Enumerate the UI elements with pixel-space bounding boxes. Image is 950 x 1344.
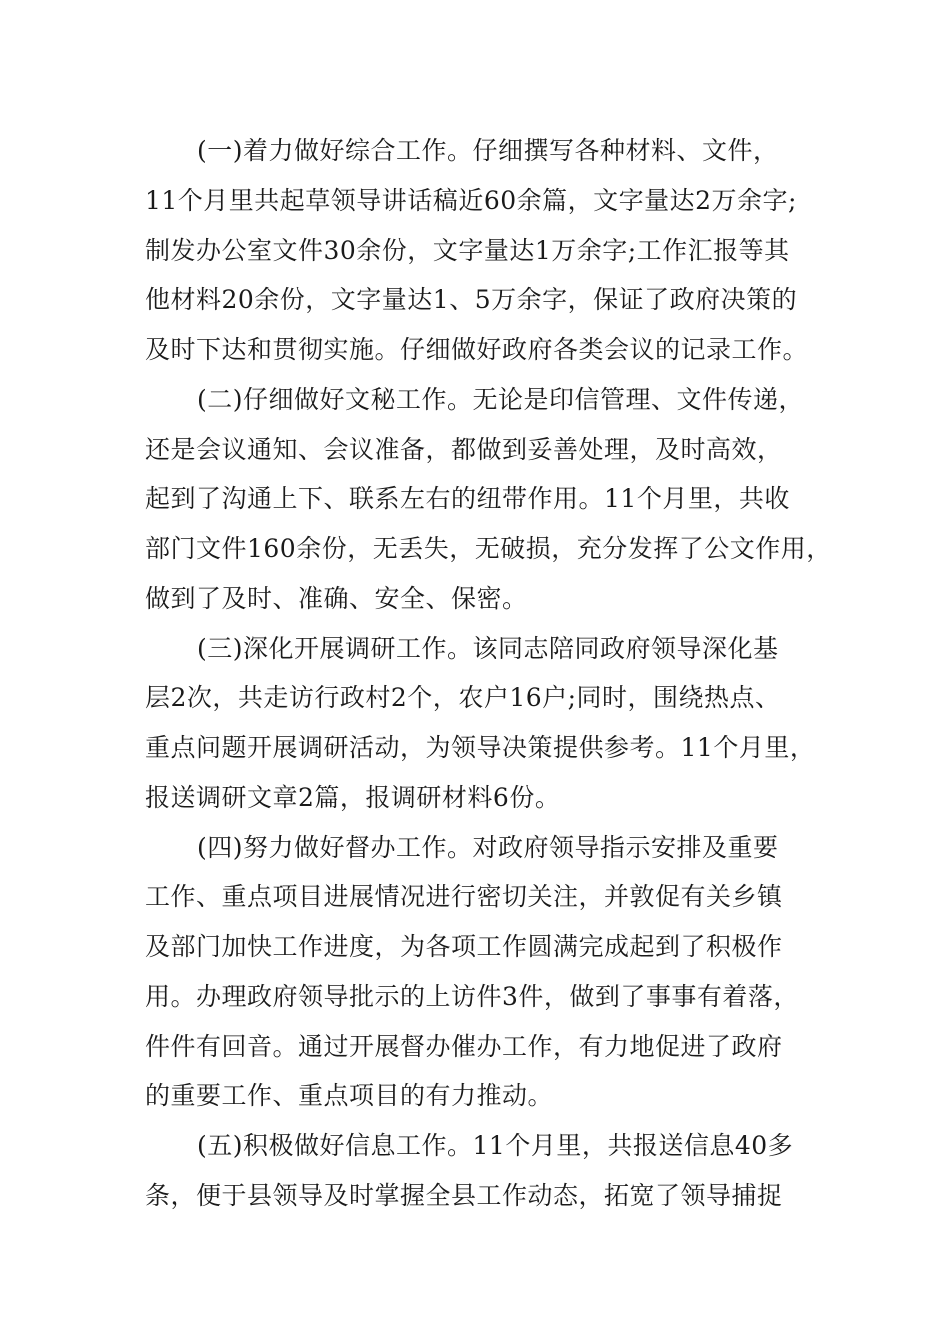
text-line: 件件有回音。通过开展督办催办工作，有力地促进了政府 xyxy=(145,1031,783,1061)
paragraph-4 xyxy=(145,823,813,1122)
text-line: (四)努力做好督办工作。对政府领导指示安排及重要 xyxy=(197,832,779,862)
paragraph-5 xyxy=(145,1121,813,1221)
text-line: 他材料20余份，文字量达1、5万余字，保证了政府决策的 xyxy=(145,285,798,315)
text-line: 条，便于县领导及时掌握全县工作动态，拓宽了领导捕捉 xyxy=(145,1180,783,1210)
text-line: 制发办公室文件30余份，文字量达1万余字;工作汇报等其 xyxy=(145,235,790,265)
text-line: 做到了及时、准确、安全、保密。 xyxy=(145,583,528,613)
text-line: 层2次，共走访行政村2个，农户16户;同时，围绕热点、 xyxy=(145,683,781,713)
text-line: 报送调研文章2篇，报调研材料6份。 xyxy=(145,782,561,812)
text-line: (二)仔细做好文秘工作。无论是印信管理、文件传递， xyxy=(197,384,805,414)
text-line: 部门文件160余份，无丢失，无破损，充分发挥了公文作用， xyxy=(145,534,832,563)
text-line: 及部门加快工作进度，为各项工作圆满完成起到了积极作 xyxy=(145,932,783,961)
paragraph-2 xyxy=(145,375,832,624)
text-line: 11个月里共起草领导讲话稿近60余篇，文字量达2万余字; xyxy=(145,185,797,215)
text-line: (一)着力做好综合工作。仔细撰写各种材料、文件， xyxy=(197,136,779,165)
text-line: 重点问题开展调研活动，为领导决策提供参考。11个月里， xyxy=(145,733,816,762)
document-body xyxy=(145,126,832,1221)
text-line: 用。办理政府领导批示的上访件3件，做到了事事有着落， xyxy=(145,981,799,1011)
text-line: 及时下达和贯彻实施。仔细做好政府各类会议的记录工作。 xyxy=(145,335,809,364)
text-line: 的重要工作、重点项目的有力推动。 xyxy=(145,1081,554,1111)
paragraph-3 xyxy=(145,624,816,823)
text-line: (三)深化开展调研工作。该同志陪同政府领导深化基 xyxy=(197,633,779,663)
paragraph-1 xyxy=(145,126,813,375)
text-line: (五)积极做好信息工作。11个月里，共报送信息40多 xyxy=(197,1131,794,1160)
text-line: 起到了沟通上下、联系左右的纽带作用。11个月里，共收 xyxy=(145,484,790,514)
text-line: 还是会议通知、会议准备，都做到妥善处理，及时高效， xyxy=(145,434,783,464)
text-line: 工作、重点项目进展情况进行密切关注，并敦促有关乡镇 xyxy=(145,882,783,912)
